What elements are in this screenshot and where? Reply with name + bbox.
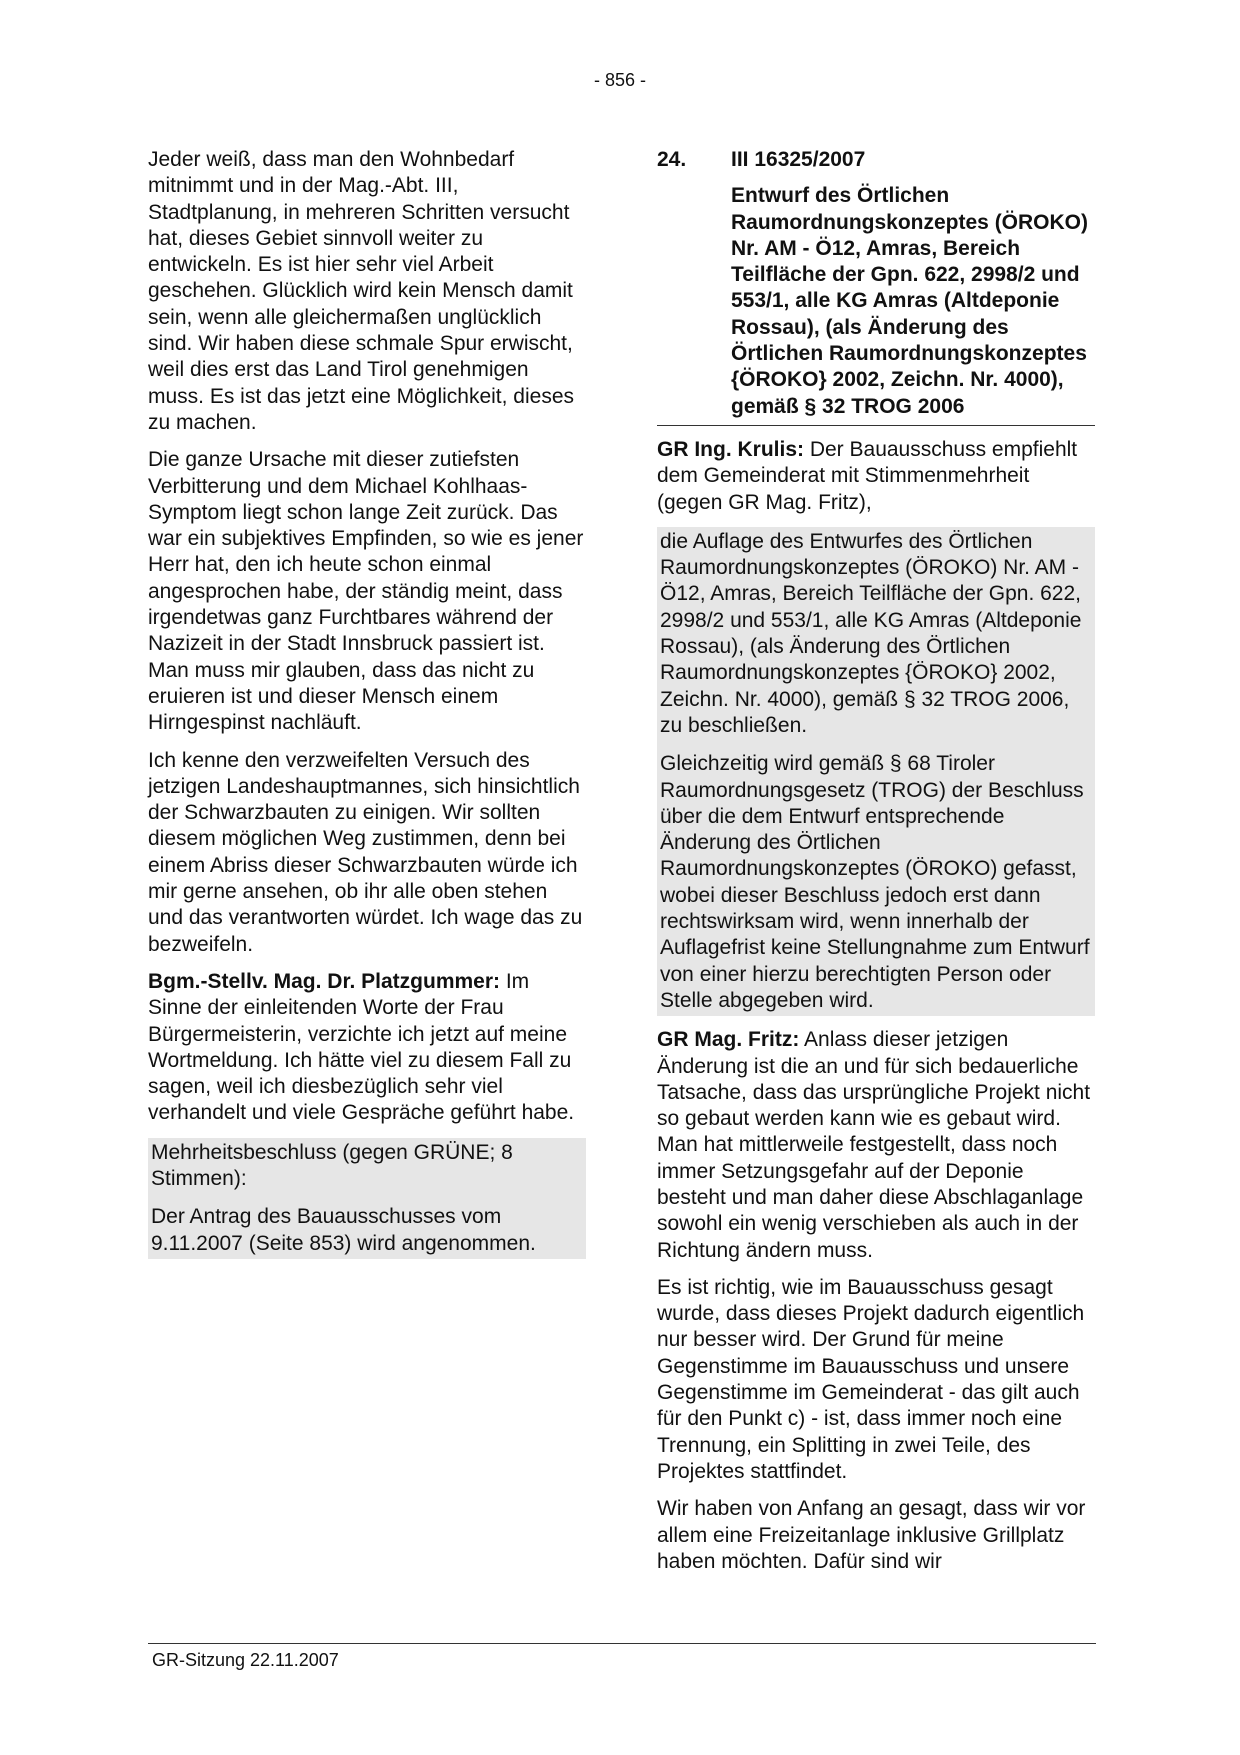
paragraph: Wir haben von Anfang an gesagt, dass wir vor allem eine Freizeitanlage inklusive Grillplatz haben möchten. Dafür sind wir bbox=[657, 1497, 1086, 1573]
footer: GR-Sitzung 22.11.2007 bbox=[152, 1650, 339, 1670]
agenda-item-header bbox=[657, 147, 1095, 173]
speech-text: Im Sinne der einleitenden Worte der Frau Bürgermeisterin, verzichte ich jetzt auf meine Wortmeldung. Ich hätte viel zu diesem Fall zu sagen, weil ich diesbezüglich sehr viel verhandelt und viele Gespräche geführt habe. bbox=[148, 969, 575, 1125]
footer-divider bbox=[148, 1643, 1096, 1644]
speech-text: Der Bauausschuss empfiehlt dem Gemeinderat mit Stimmenmehrheit (gegen GR Mag. Fritz), bbox=[657, 437, 1078, 514]
paragraph: Die ganze Ursache mit dieser zutiefsten Verbitterung und dem Michael Kohlhaas-Symptom liegt schon lange Zeit zurück. Das war ein subjektives Empfinden, so wie es jener Herr hat, den ich heute schon einmal angesprochen habe, der ständig meint, dass irgendetwas ganz Furchtbares während der Nazizeit in der Stadt Innsbruck passiert ist. Man muss mir glauben, dass das nicht zu eruieren ist und dieser Mensch einem Hirngespinst nachläuft. bbox=[148, 448, 584, 735]
paragraph: Es ist richtig, wie im Bauausschuss gesagt wurde, dass dieses Projekt dadurch eigentlich nur besser wird. Der Grund für meine Gegenstimme im Bauausschuss und unsere Gegenstimme im Gemeinderat - das gilt auch für den Punkt c) - ist, dass immer noch eine Trennung, ein Splitting in zwei Teile, des Projektes stattfindet. bbox=[657, 1275, 1085, 1483]
vote-result: Mehrheitsbeschluss (gegen GRÜNE; 8 Stimmen): bbox=[148, 1138, 586, 1195]
paragraph: Ich kenne den verzweifelten Versuch des jetzigen Landeshauptmannes, sich hinsichtlich der Schwarzbauten zu einigen. Wir sollten diesem möglichen Weg zustimmen, denn bei einem Abriss dieser Schwarzbauten würde ich mir gerne ansehen, ob ihr alle oben stehen und das verantworten würdet. Ich wage das zu bezweifeln. bbox=[148, 748, 583, 956]
agenda-item-title: Entwurf des Örtlichen Raumordnungskonzeptes (ÖROKO) Nr. AM - Ö12, Amras, Bereich Teilfläche der Gpn. 622, 2998/2 und 553/1, alle KG Amras (Altdeponie Rossau), (als Änderung des Örtlichen Raumordnungskonzeptes {ÖROKO} 2002, Zeichn. Nr. 4000), gemäß § 32 TROG 2006 bbox=[731, 184, 1089, 418]
paragraph: Jeder weiß, dass man den Wohnbedarf mitnimmt und in der Mag.-Abt. III, Stadtplanung, in mehreren Schritten versucht hat, dieses Gebiet sinnvoll weiter zu entwickeln. Es ist hier sehr viel Arbeit geschehen. Glücklich wird kein Mensch damit sein, wenn alle gleichermaßen unglücklich sind. Wir haben diese schmale Spur erwischt, weil dies erst das Land Tirol genehmigen muss. Es ist das jetzt eine Möglichkeit, dieses zu machen. bbox=[148, 148, 575, 434]
speaker-name: GR Ing. Krulis: bbox=[657, 437, 804, 461]
left-column bbox=[148, 147, 586, 1270]
right-column bbox=[657, 147, 1095, 1586]
resolution-text: Der Antrag des Bauausschusses vom 9.11.2007 (Seite 853) wird angenommen. bbox=[148, 1194, 586, 1259]
speaker-name: Bgm.-Stellv. Mag. Dr. Platzgummer: bbox=[148, 969, 501, 993]
speech-paragraph bbox=[657, 1027, 1095, 1264]
page-number: - 856 - bbox=[593, 70, 647, 90]
speech-paragraph bbox=[657, 437, 1095, 516]
speech-paragraph bbox=[148, 969, 586, 1127]
divider bbox=[657, 425, 1095, 426]
agenda-item-reference: III 16325/2007 bbox=[731, 148, 866, 171]
agenda-item-number: 24. bbox=[657, 148, 687, 171]
motion-text: die Auflage des Entwurfes des Örtlichen Raumordnungskonzeptes (ÖROKO) Nr. AM - Ö12, Amras, Bereich Teilfläche der Gpn. 622, 2998/2 und 553/1, alle KG Amras (Altdeponie Rossau), (als Änderung des Örtlichen Raumordnungskonzeptes {ÖROKO} 2002, Zeichn. Nr. 4000), gemäß § 32 TROG 2006, zu beschließen. bbox=[657, 527, 1095, 741]
speaker-name: GR Mag. Fritz: bbox=[657, 1028, 800, 1052]
motion-text: Gleichzeitig wird gemäß § 68 Tiroler Raumordnungsgesetz (TROG) der Beschluss über die dem Entwurf entsprechende Änderung des Örtlichen Raumordnungskonzeptes (ÖROKO) gefasst, wobei dieser Beschluss jedoch erst dann rechtswirksam wird, wenn innerhalb der Auflagefrist keine Stellungnahme zum Entwurf von einer hierzu berechtigten Person oder Stelle abgegeben wird. bbox=[657, 741, 1095, 1016]
speech-text: Anlass dieser jetzigen Änderung ist die an und für sich bedauerliche Tatsache, dass das ursprüngliche Projekt nicht so gebaut werden kann wie es gebaut wird. Man hat mittlerweile festgestellt, dass noch immer Setzungsgefahr auf der Deponie besteht und man daher diese Abschlaganlage sowohl ein wenig verschieben als auch in der Richtung ändern muss. bbox=[657, 1028, 1091, 1262]
